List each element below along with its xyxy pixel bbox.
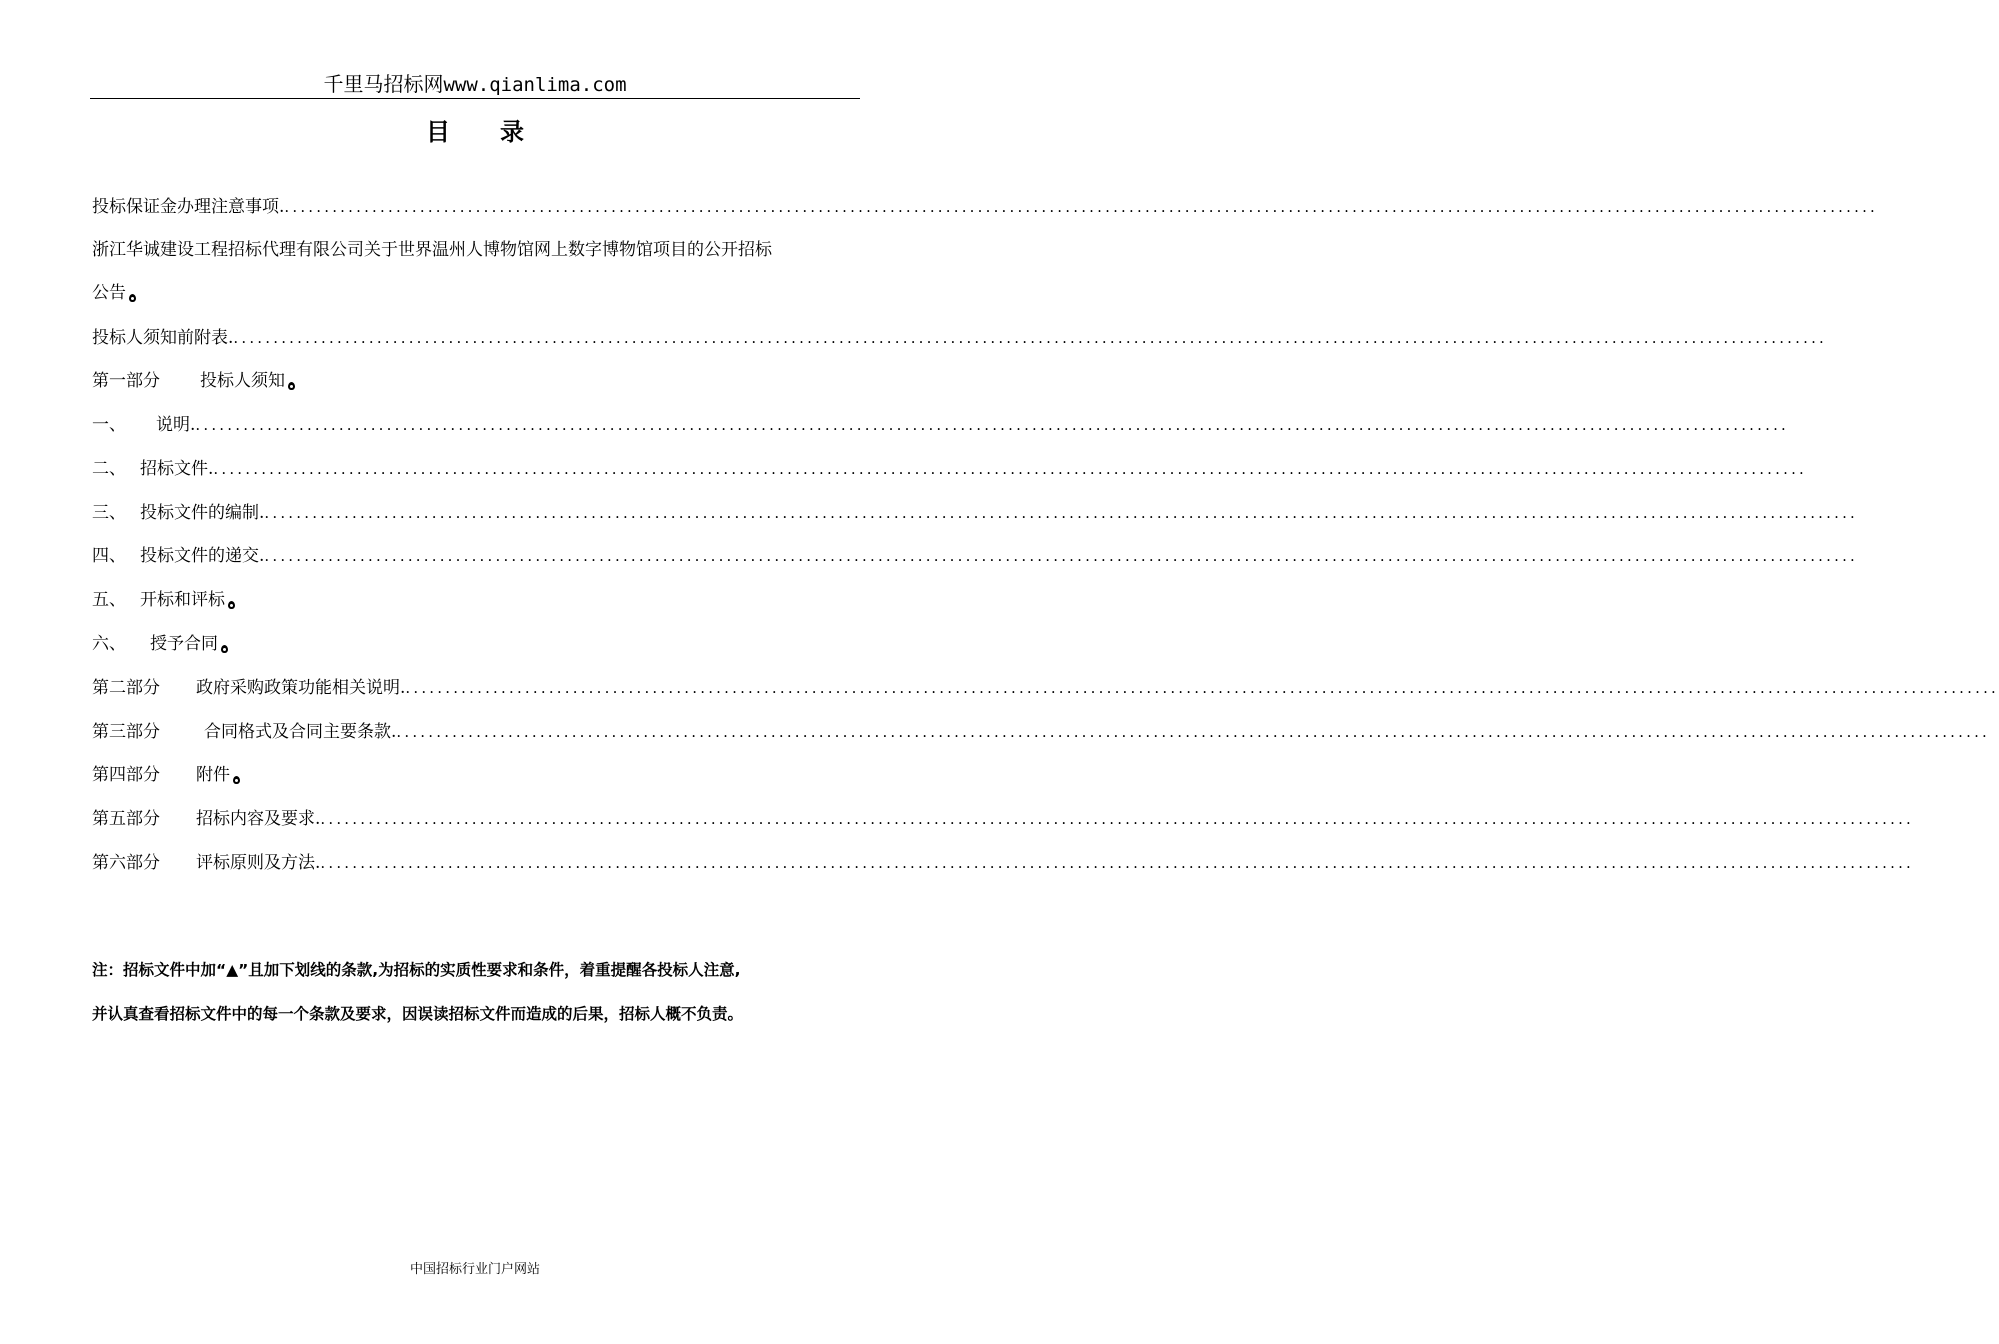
toc-entry-label bbox=[92, 848, 320, 878]
toc-entry[interactable] bbox=[92, 585, 856, 615]
toc-entry[interactable] bbox=[92, 410, 1790, 440]
toc-entry-label bbox=[92, 498, 264, 528]
toc-entry[interactable] bbox=[92, 804, 1915, 834]
toc-dot-leader: ........................................................................................................................................................................................................ bbox=[195, 416, 1790, 434]
toc-dot-leader: ........................................................................................................................................................................................................ bbox=[320, 810, 1915, 828]
toc-entry-number: 第五部分 bbox=[92, 809, 160, 829]
toc-entry-number: 六、 bbox=[92, 634, 126, 654]
page-header bbox=[90, 70, 860, 99]
toc-dot-leader: ........................................................................................................................................................................................................ bbox=[396, 723, 1991, 741]
toc-entry-label bbox=[92, 278, 126, 308]
toc-dot-leader: ........................................................................................................................................................................................................ bbox=[264, 504, 1859, 522]
toc-entry-label bbox=[92, 192, 284, 222]
toc-entry[interactable] bbox=[92, 454, 1808, 484]
toc-entry-label bbox=[92, 717, 396, 747]
note-block bbox=[92, 948, 862, 1036]
error-drop-icon bbox=[221, 645, 228, 653]
toc-entry-text: 浙江华诚建设工程招标代理有限公司关于世界温州人博物馆网上数字博物馆项目的公开招标 bbox=[92, 240, 772, 260]
toc-entry-text: 投标文件的递交. bbox=[140, 546, 265, 566]
toc-entry-label bbox=[92, 323, 233, 353]
toc-entry-label bbox=[92, 804, 320, 834]
note-line-2: 并认真查看招标文件中的每一个条款及要求，因误读招标文件而造成的后果，招标人概不负责。 bbox=[92, 1005, 744, 1023]
toc-entry-text: 合同格式及合同主要条款. bbox=[204, 722, 397, 742]
toc-entry-text: 政府采购政策功能相关说明. bbox=[196, 678, 406, 698]
toc-entry-label bbox=[92, 454, 213, 484]
toc-entry-number: 第二部分 bbox=[92, 678, 160, 698]
toc-entry-label bbox=[92, 235, 772, 265]
toc-entry-label bbox=[92, 585, 225, 615]
toc-entry-label bbox=[92, 541, 264, 571]
toc-entry-text: 投标文件的编制. bbox=[140, 503, 265, 523]
error-drop-icon bbox=[233, 776, 240, 784]
toc-entry[interactable] bbox=[92, 278, 856, 308]
error-drop-icon bbox=[129, 294, 136, 302]
toc-entry-text: 投标人须知 bbox=[200, 371, 285, 391]
toc-entry-label bbox=[92, 673, 405, 703]
page-title: 目录 bbox=[426, 118, 574, 146]
toc-dot-leader: ........................................................................................................................................................................................................ bbox=[320, 854, 1915, 872]
toc-entry-text: 招标文件. bbox=[140, 459, 214, 479]
header-site-name: 千里马招标网 bbox=[323, 72, 444, 96]
toc-entry[interactable] bbox=[92, 629, 856, 659]
error-drop-icon bbox=[288, 382, 295, 390]
toc-entry-number: 二、 bbox=[92, 459, 126, 479]
note-line-1: 注：招标文件中加“▲”且加下划线的条款,为招标的实质性要求和条件，着重提醒各投标人注意, bbox=[92, 961, 741, 979]
toc-entry-number: 第三部分 bbox=[92, 722, 160, 742]
toc-entry-label bbox=[92, 629, 218, 659]
toc-entry[interactable] bbox=[92, 366, 856, 396]
toc-entry[interactable] bbox=[92, 673, 1999, 703]
toc-entry-number: 第六部分 bbox=[92, 853, 160, 873]
toc-entry-number: 第四部分 bbox=[92, 765, 160, 785]
toc-entry[interactable] bbox=[92, 848, 1915, 878]
toc-entry[interactable] bbox=[92, 498, 1859, 528]
toc-entry-text: 公告 bbox=[92, 283, 126, 303]
page-footer: 中国招标行业门户网站 bbox=[409, 1262, 540, 1277]
toc-entry[interactable] bbox=[92, 235, 856, 265]
toc-entry-text: 授予合同 bbox=[150, 634, 218, 654]
toc-entry-text: 附件 bbox=[196, 765, 230, 785]
toc-entry-number: 三、 bbox=[92, 503, 126, 523]
toc-entry-number: 四、 bbox=[92, 546, 126, 566]
toc-dot-leader: ........................................................................................................................................................................................................ bbox=[405, 679, 1999, 697]
toc-entry[interactable] bbox=[92, 323, 1828, 353]
toc-entry-text: 说明. bbox=[156, 415, 196, 435]
toc-entry[interactable] bbox=[92, 192, 1879, 222]
toc-entry[interactable] bbox=[92, 760, 856, 790]
toc-entry-text: 投标人须知前附表. bbox=[92, 328, 234, 348]
header-site-url: www.qianlima.com bbox=[443, 74, 627, 96]
toc-entry-label bbox=[92, 410, 195, 440]
toc-entry-label bbox=[92, 760, 230, 790]
toc-entry-label bbox=[92, 366, 285, 396]
toc-entry-text: 招标内容及要求. bbox=[196, 809, 321, 829]
toc-entry-text: 投标保证金办理注意事项. bbox=[92, 197, 285, 217]
toc-dot-leader: ........................................................................................................................................................................................................ bbox=[284, 198, 1879, 216]
toc-entry-number: 第一部分 bbox=[92, 371, 160, 391]
toc-dot-leader: ........................................................................................................................................................................................................ bbox=[264, 547, 1859, 565]
toc-dot-leader: ........................................................................................................................................................................................................ bbox=[233, 329, 1828, 347]
toc-entry-number: 一、 bbox=[92, 415, 126, 435]
toc-entry[interactable] bbox=[92, 541, 1859, 571]
error-drop-icon bbox=[228, 601, 235, 609]
toc-entry[interactable] bbox=[92, 717, 1991, 747]
toc-entry-text: 开标和评标 bbox=[140, 590, 225, 610]
toc-dot-leader: ........................................................................................................................................................................................................ bbox=[213, 460, 1808, 478]
toc-entry-number: 五、 bbox=[92, 590, 126, 610]
toc-entry-text: 评标原则及方法. bbox=[196, 853, 321, 873]
